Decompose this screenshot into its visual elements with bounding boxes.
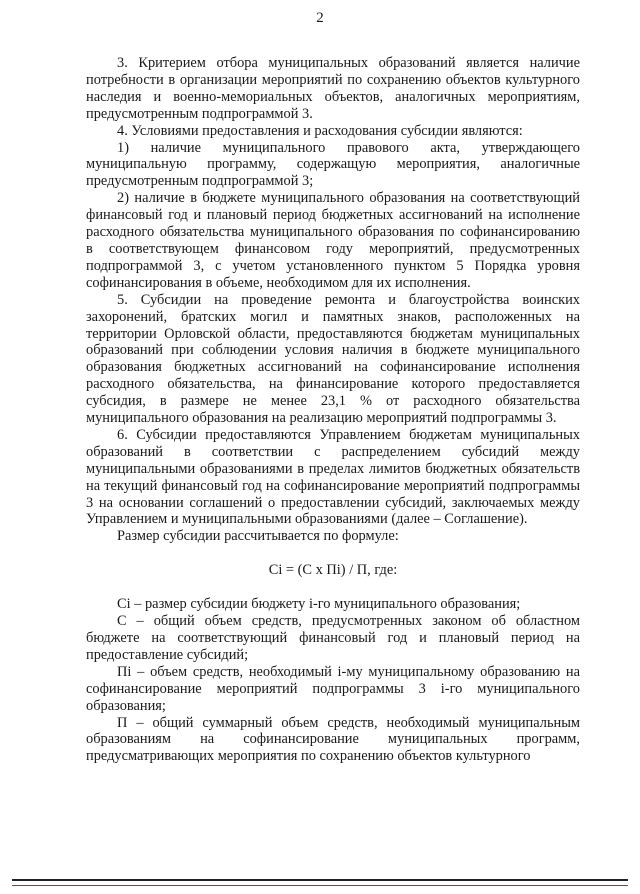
page-bottom-edge-line [12,879,628,881]
definition-pi: Пi – объем средств, необходимый i-му муниципальному образованию на софинансирование мероприятий подпрограммы 3 i-го муниципального образования; [86,663,580,714]
paragraph-subsidy-repairs: 5. Субсидии на проведение ремонта и благоустройства воинских захоронений, братских могил и памятных знаков, расположенных на территории Орловской области, предоставляются бюджетам муниципальных образований при соблюдении условия наличия в бюджете муниципального образования бюджетных ассигнований на софинансирование исполнения расходного обязательства, на финансирование которого предоставляется субсидия, в размере не менее 23,1 % от расходного обязательства муниципального образования на реализацию мероприятий подпрограммы 3. [86,291,580,427]
definition-c: С – общий объем средств, предусмотренных законом об областном бюджете на соответствующий финансовый год и плановый период на предоставление субсидий; [86,613,580,663]
paragraph-formula-intro: Размер субсидии рассчитывается по формуле: [117,528,399,545]
formula: Ci = (C x Пi) / П, где: [268,562,398,579]
page-number: 2 [316,10,324,26]
paragraph-condition-2: 2) наличие в бюджете муниципального образования на соответствующий финансовый год и плановый период бюджетных ассигнований на исполнение расходного обязательства муниципального образования по софинансированию в соответствующем финансовом году мероприятий, предусмотренных подпрограммой 3, с учетом установленного пунктом 5 Порядка уровня софинансирования в объеме, необходимом для их исполнения. [86,190,580,291]
paragraph-condition-1: 1) наличие муниципального правового акта, утверждающего муниципальную программу, содержащую мероприятия, аналогичные предусмотренным подпрограммой 3; [86,139,580,190]
document-body [86,55,580,765]
paragraph-criterion: 3. Критерием отбора муниципальных образований является наличие потребности в организации мероприятий по сохранению объектов культурного наследия и военно-мемориальных объектов, аналогичных мероприятиям, предусмотренным подпрограммой 3. [86,55,580,122]
paragraph-conditions: 4. Условиями предоставления и расходования субсидии являются: [117,122,523,139]
definition-p: П – общий суммарный объем средств, необходимый муниципальным образованиям на софинансирование муниципальных программ, предусматривающих мероприятия по сохранению объектов культурного [86,714,580,765]
paragraph-subsidy-provision: 6. Субсидии предоставляются Управлением бюджетам муниципальных образований в соответствии с распределением субсидий между муниципальными образованиями в пределах лимитов бюджетных обязательств на текущий финансовый год на софинансирование мероприятий подпрограммы 3 на основании соглашений о предоставлении субсидий, заключаемых между Управлением и муниципальными образованиями (далее – Соглашение). [86,426,580,528]
definition-ci: Ci – размер субсидии бюджету i-го муниципального образования; [117,596,521,613]
page-bottom-edge-line-thin [12,885,628,886]
